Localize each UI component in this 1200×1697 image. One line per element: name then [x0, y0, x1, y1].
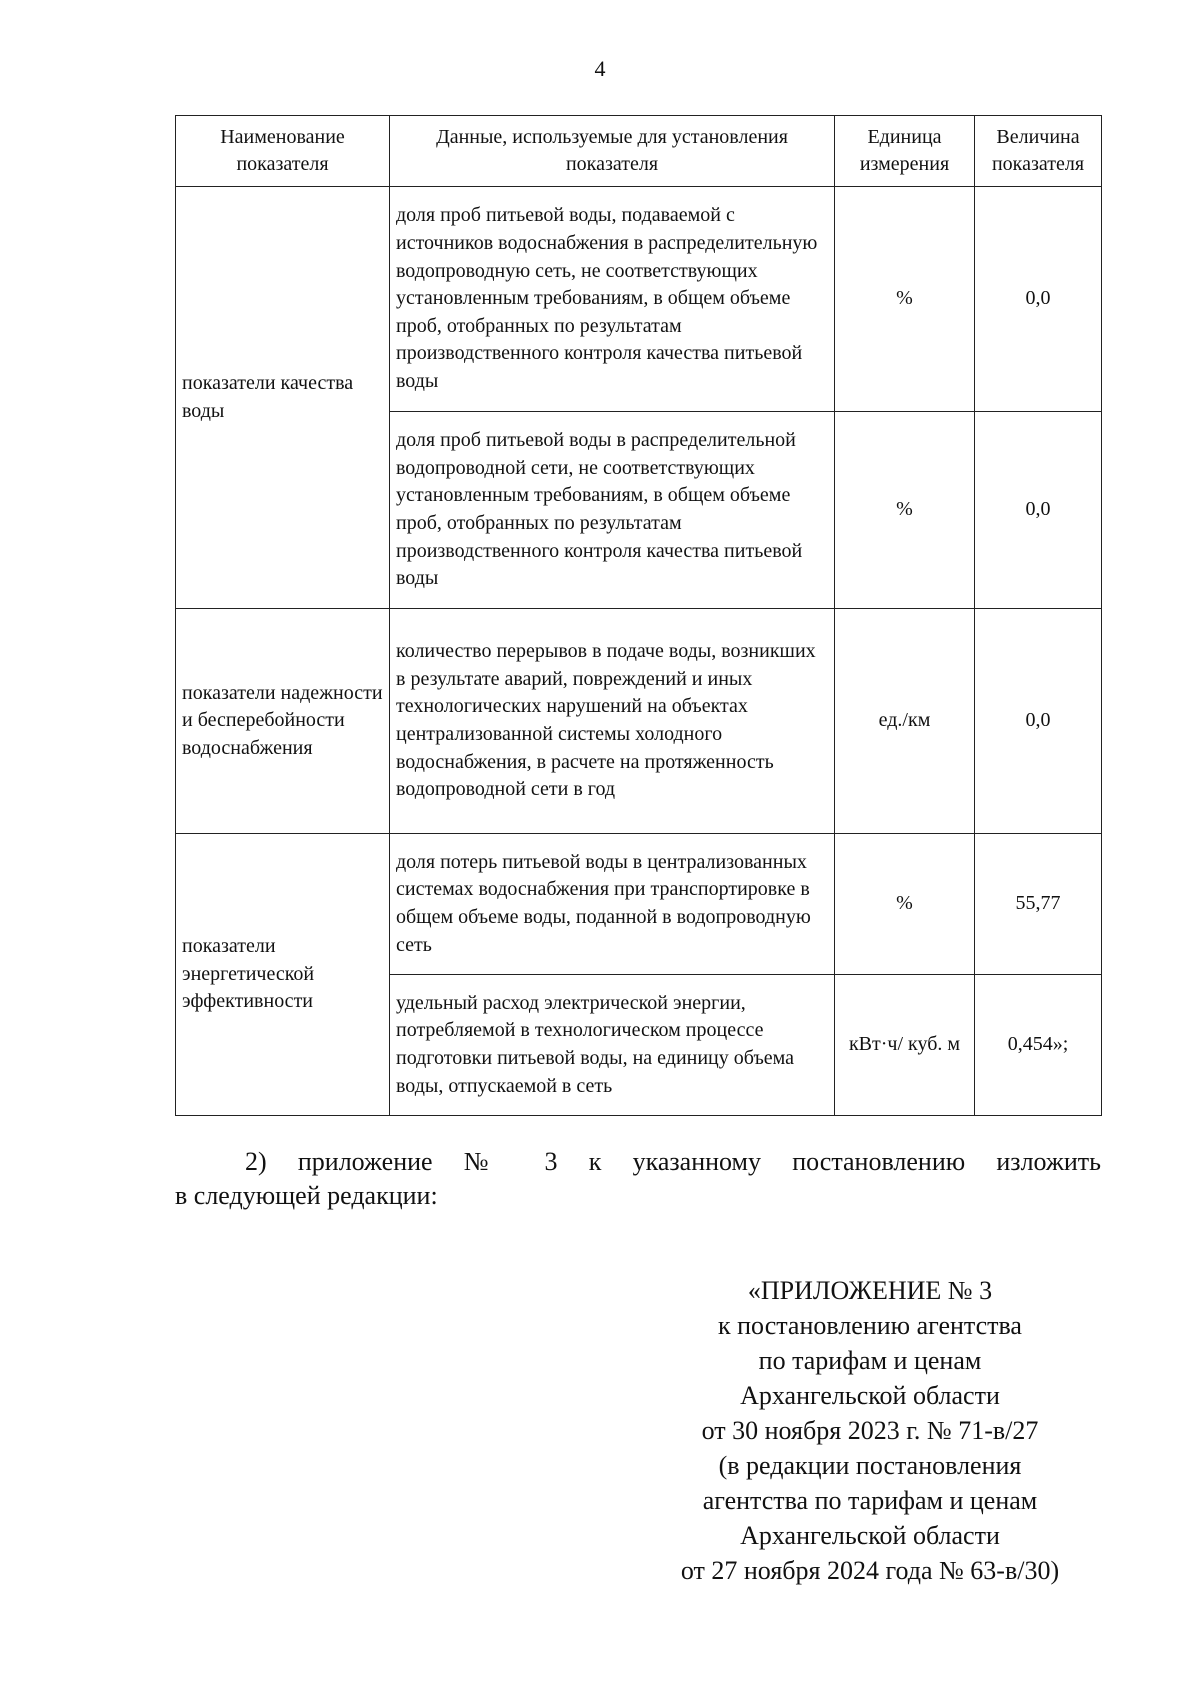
indicator-value: 0,454»; [975, 975, 1102, 1116]
group-energy-efficiency: показатели энергетической эффективности [176, 834, 390, 1116]
appendix-line: (в редакции постановления [718, 1451, 1022, 1480]
indicator-data: количество перерывов в подаче воды, возникших в результате аварий, повреждений и иных технологических нарушений на объектах централизованной системы холодного водоснабжения, в расчете на протяженность водопроводной сети в год [390, 609, 835, 834]
appendix-line: от 27 ноября 2024 года № 63-в/30) [680, 1556, 1060, 1585]
indicator-value: 0,0 [975, 412, 1102, 609]
paragraph-line: 2) приложение № 3 к указанному постановлению изложить [245, 1147, 1101, 1176]
indicator-data: доля потерь питьевой воды в централизованных системах водоснабжения при транспортировке в общем объеме воды, поданной в водопроводную сеть [390, 834, 835, 975]
table-header-row [176, 116, 1102, 187]
indicator-value: 55,77 [975, 834, 1102, 975]
header-unit: Единица измерения [835, 116, 975, 187]
indicator-data: удельный расход электрической энергии, потребляемой в технологическом процессе подготовки питьевой воды, на единицу объема воды, отпускаемой в сеть [390, 975, 835, 1116]
indicators-table [175, 115, 1102, 1116]
header-indicator-name: Наименование показателя [176, 116, 390, 187]
indicator-unit: кВт·ч/ куб. м [835, 975, 975, 1116]
table-row [176, 609, 1102, 834]
indicator-value: 0,0 [975, 609, 1102, 834]
appendix-line: агентства по тарифам и ценам [702, 1486, 1038, 1515]
indicator-data: доля проб питьевой воды в распределительной водопроводной сети, не соответствующих установленным требованиям, в общем объеме проб, отобранных по результатам производственного контроля качества питьевой воды [390, 412, 835, 609]
table-row [176, 834, 1102, 975]
table-row [176, 187, 1102, 412]
group-water-quality: показатели качества воды [176, 187, 390, 609]
appendix-line: от 30 ноября 2023 г. № 71-в/27 [701, 1416, 1039, 1445]
indicator-value: 0,0 [975, 187, 1102, 412]
appendix-line: «ПРИЛОЖЕНИЕ № 3 [747, 1276, 993, 1305]
appendix-line: Архангельской области [740, 1381, 1000, 1410]
appendix-line: по тарифам и ценам [758, 1346, 982, 1375]
indicator-data: доля проб питьевой воды, подаваемой с источников водоснабжения в распределительную водопроводную сеть, не соответствующих установленным требованиям, в общем объеме проб, отобранных по результатам производственного контроля качества питьевой воды [390, 187, 835, 412]
indicator-unit: % [835, 187, 975, 412]
paragraph-line: в следующей редакции: [175, 1181, 438, 1210]
indicator-unit: % [835, 834, 975, 975]
header-value: Величина показателя [975, 116, 1102, 187]
appendix-line: к постановлению агентства [718, 1311, 1022, 1340]
appendix-line: Архангельской области [740, 1521, 1000, 1550]
page-number: 4 [594, 56, 606, 81]
indicator-unit: % [835, 412, 975, 609]
indicator-unit: ед./км [835, 609, 975, 834]
appendix-heading [640, 1273, 1100, 1588]
group-reliability: показатели надежности и бесперебойности водоснабжения [176, 609, 390, 834]
amendment-paragraph [175, 1145, 1101, 1213]
header-source-data: Данные, используемые для установления показателя [390, 116, 835, 187]
